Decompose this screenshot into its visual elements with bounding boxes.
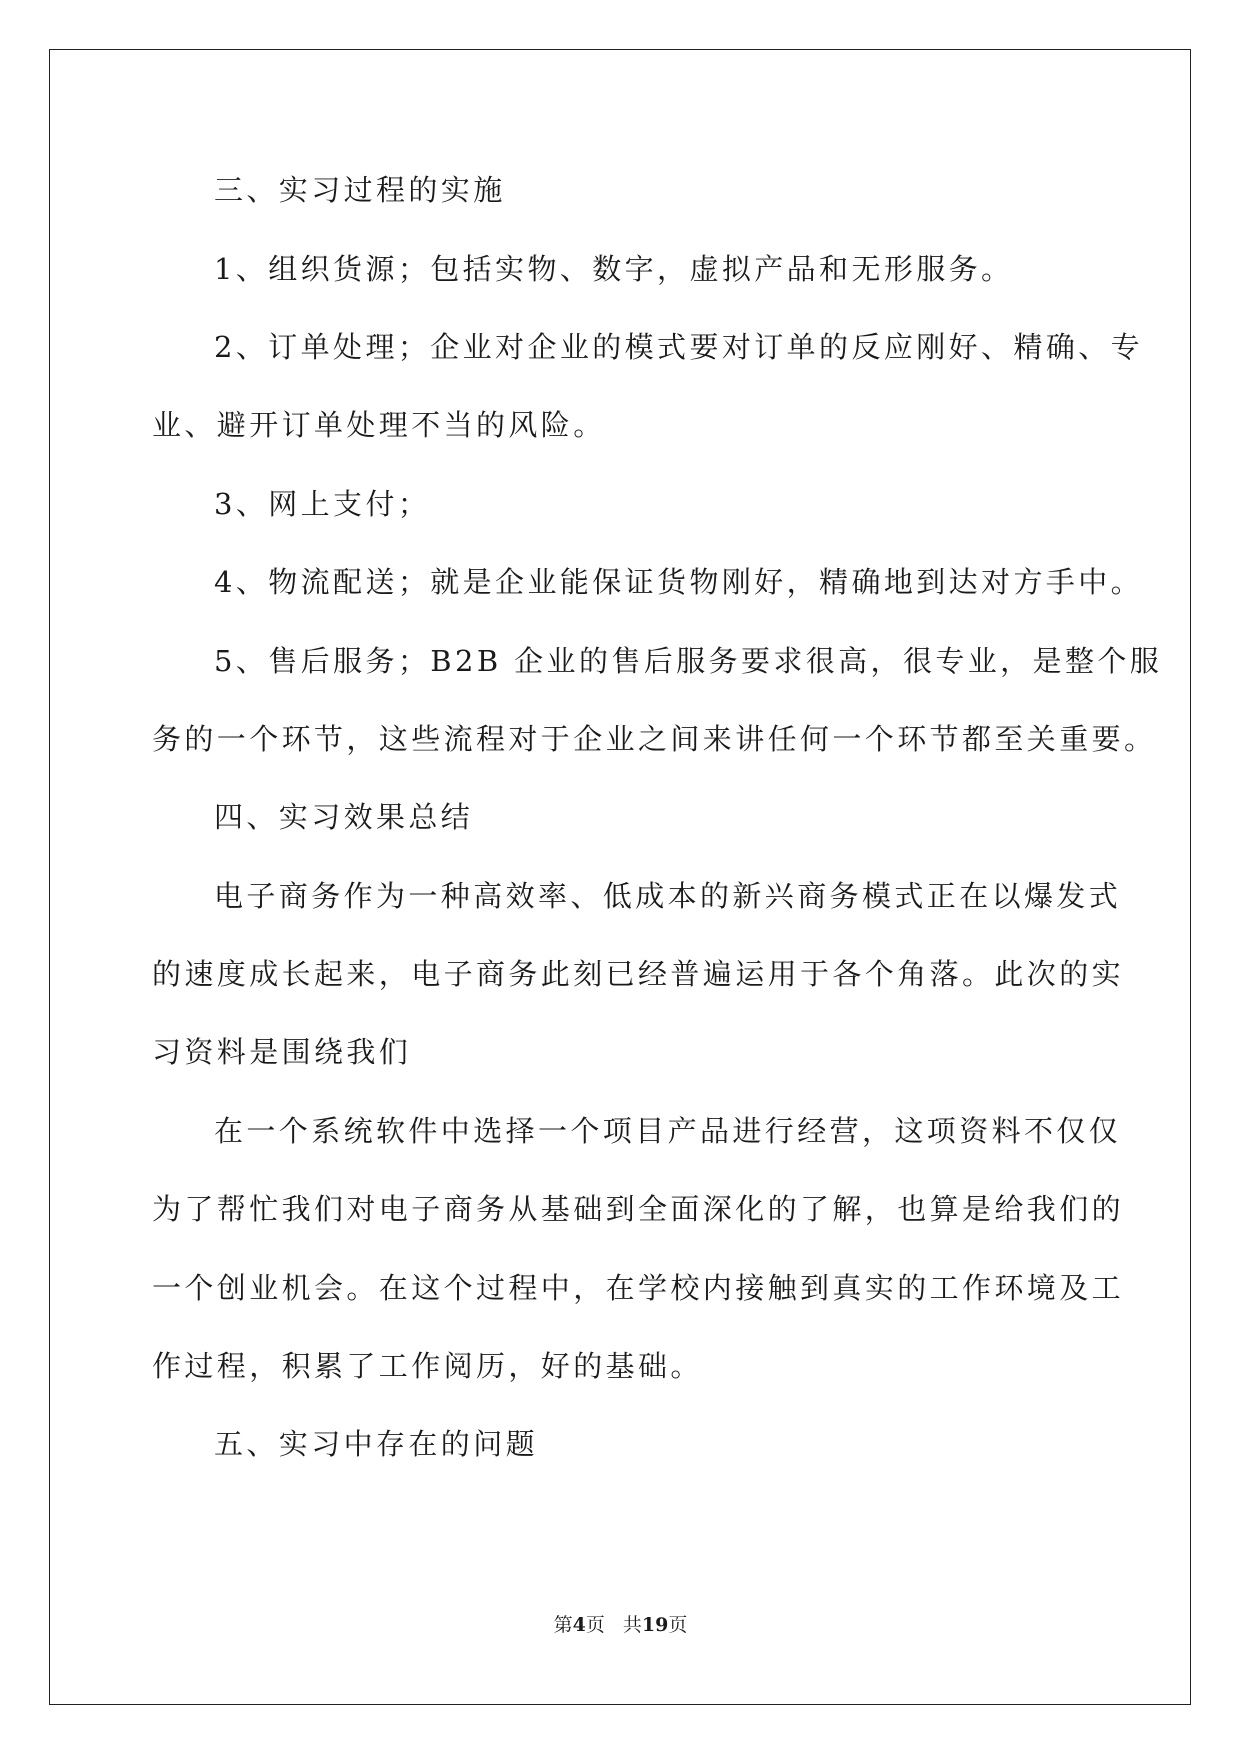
paragraph-line: 业、避开订单处理不当的风险。	[152, 408, 606, 442]
page-footer	[0, 1612, 1241, 1638]
paragraph-line: 3、网上支付；	[214, 487, 431, 521]
paragraph-line: 电子商务作为一种高效率、低成本的新兴商务模式正在以爆发式	[214, 879, 1122, 913]
paragraph-line: 务的一个环节，这些流程对于企业之间来讲任何一个环节都至关重要。	[152, 722, 1157, 756]
paragraph-line: 5、售后服务；B2B 企业的售后服务要求很高，很专业，是整个服	[214, 644, 1163, 678]
paragraph-line: 2、订单处理；企业对企业的模式要对订单的反应刚好、精确、专	[214, 330, 1144, 364]
paragraph-line: 一个创业机会。在这个过程中，在学校内接触到真实的工作环境及工	[152, 1271, 1125, 1305]
paragraph-line: 4、物流配送；就是企业能保证货物刚好，精确地到达对方手中。	[214, 565, 1144, 599]
paragraph-line: 为了帮忙我们对电子商务从基础到全面深化的了解，也算是给我们的	[152, 1192, 1125, 1226]
footer-total-prefix: 共	[622, 1614, 642, 1636]
paragraph-line: 在一个系统软件中选择一个项目产品进行经营，这项资料不仅仅	[214, 1114, 1122, 1148]
footer-total-pages: 19	[641, 1614, 669, 1636]
paragraph-line: 习资料是围绕我们	[152, 1035, 412, 1069]
footer-page-suffix: 页	[585, 1614, 605, 1636]
paragraph-line: 的速度成长起来，电子商务此刻已经普遍运用于各个角落。此次的实	[152, 957, 1125, 991]
footer-total-suffix: 页	[668, 1614, 688, 1636]
section-heading-4: 四、实习效果总结	[214, 800, 474, 834]
section-heading-5: 五、实习中存在的问题	[214, 1427, 539, 1461]
paragraph-line: 1、组织货源；包括实物、数字，虚拟产品和无形服务。	[214, 252, 1014, 286]
section-heading-3: 三、实习过程的实施	[214, 173, 506, 207]
footer-page-number: 4	[572, 1614, 586, 1636]
footer-page-prefix: 第	[553, 1614, 573, 1636]
paragraph-line: 作过程，积累了工作阅历，好的基础。	[152, 1349, 703, 1383]
